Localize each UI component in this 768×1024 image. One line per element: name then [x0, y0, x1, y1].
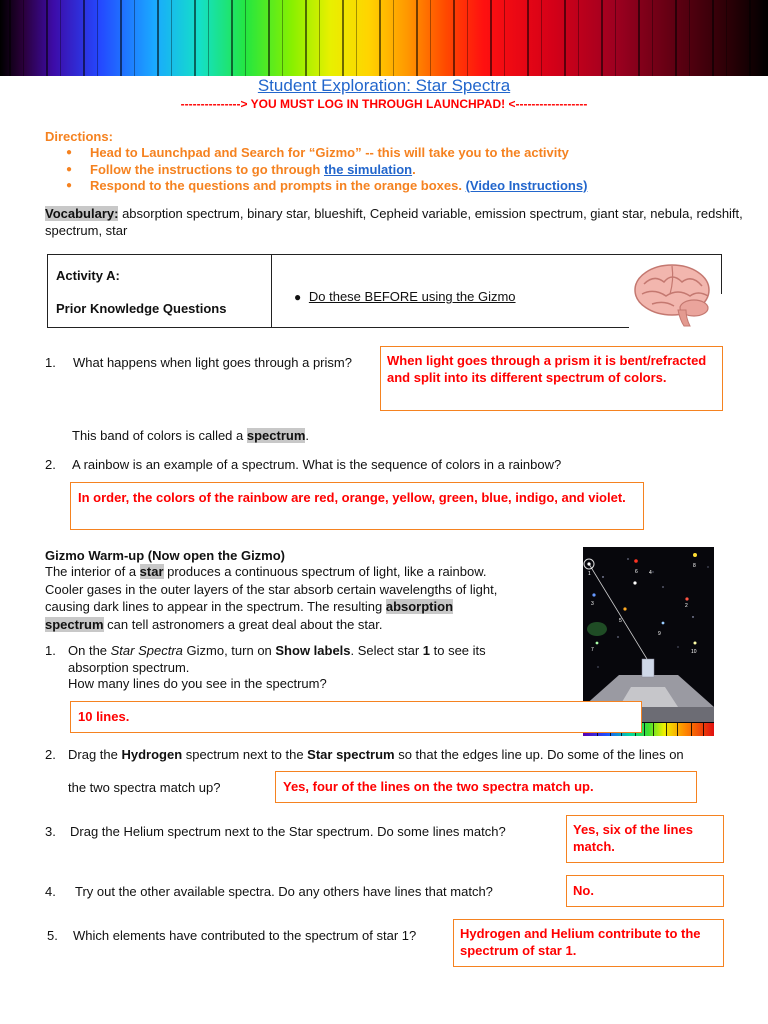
bullet-icon: ●	[66, 147, 73, 158]
bullet-icon: ●	[66, 180, 73, 191]
activity-label-cell	[47, 254, 272, 328]
answer-box[interactable]: 10 lines.	[70, 701, 642, 733]
answer-box[interactable]: Yes, six of the lines match.	[566, 815, 724, 863]
activity-instruction-text: Do these BEFORE using the Gizmo	[308, 289, 516, 304]
activity-label: Activity A:	[56, 268, 120, 283]
question-text	[68, 746, 684, 763]
band-statement	[72, 427, 309, 444]
brain-icon	[632, 260, 716, 328]
q-strong: Show labels	[275, 643, 351, 658]
directions-heading: Directions:	[45, 129, 113, 144]
answer-box[interactable]: Yes, four of the lines on the two spectra match up.	[275, 771, 697, 803]
star-label: 7	[591, 647, 594, 653]
warmup-heading: Gizmo Warm-up (Now open the Gizmo)	[45, 548, 286, 563]
direction-text: Head to Launchpad and Search for “Gizmo” -- this will take you to the activity	[90, 145, 569, 160]
video-instructions-link[interactable]: (Video Instructions)	[465, 178, 588, 193]
question-number: 2.	[45, 457, 56, 472]
q-text: . Select star	[350, 643, 423, 658]
q-strong: 1	[422, 643, 431, 658]
question-number: 1.	[45, 643, 56, 658]
question-text: Which elements have contributed to the spectrum of star 1?	[73, 928, 417, 943]
bullet-icon: ●	[294, 290, 302, 304]
q-text: to see its absorption spectrum.	[68, 643, 486, 675]
answer-box[interactable]: When light goes through a prism it is bent/refracted and split into its different spectrum of colors.	[380, 346, 723, 411]
page-title: Student Exploration: Star Spectra	[257, 76, 511, 95]
vocabulary	[45, 206, 745, 239]
q-strong: Star spectrum	[307, 747, 395, 762]
star-label: 4	[649, 570, 652, 576]
question-text: Drag the Helium spectrum next to the Star spectrum. Do some lines match?	[70, 824, 506, 839]
warmup-paragraph	[45, 563, 515, 633]
question-number: 4.	[45, 884, 56, 899]
answer-box[interactable]: No.	[566, 875, 724, 907]
vocabulary-terms: absorption spectrum, binary star, blueshift, Cepheid variable, emission spectrum, giant star, nebula, redshift, spectrum, star	[45, 206, 743, 238]
question-text: A rainbow is an example of a spectrum. What is the sequence of colors in a rainbow?	[72, 457, 562, 472]
star-label: 2	[685, 603, 688, 609]
direction-item	[66, 162, 746, 179]
question-text: Try out the other available spectra. Do any others have lines that match?	[75, 884, 493, 899]
answer-box[interactable]: Hydrogen and Helium contribute to the spectrum of star 1.	[453, 919, 724, 967]
table-border	[271, 254, 722, 255]
warmup-text: can tell astronomers a great deal about the star.	[103, 616, 383, 632]
question-number: 3.	[45, 824, 56, 839]
warmup-term-star: star	[139, 564, 164, 579]
direction-text: .	[412, 161, 416, 177]
question-text: the two spectra match up?	[68, 780, 221, 795]
login-notice: ---------------> YOU MUST LOG IN THROUGH LAUNCHPAD! <------------------	[180, 97, 588, 111]
star-label: 8	[693, 563, 696, 569]
q-text: On the	[68, 643, 111, 658]
question-number: 1.	[45, 355, 56, 370]
warmup-text: produces a continuous spectrum of light, like a rainbow. Cooler gases in the outer layers of the star absorb certain wavelengths of light, causing dark lines to appear in the spectrum. The resulting	[45, 564, 498, 614]
star-label: 6	[635, 569, 638, 575]
warmup-term-absorption: absorption	[385, 599, 454, 614]
q-text: Drag the	[68, 747, 122, 762]
q-emphasis: Star Spectra	[110, 643, 183, 658]
star-label: 10	[691, 649, 697, 655]
q-strong: Hydrogen	[121, 747, 183, 762]
warmup-text: The interior of a	[45, 564, 140, 579]
question-number: 5.	[47, 928, 58, 943]
directions-list	[66, 145, 746, 195]
warmup-term-spectrum: spectrum	[45, 616, 104, 632]
direction-item	[66, 178, 746, 195]
activity-instruction	[294, 288, 516, 306]
table-border	[271, 327, 629, 328]
question-number: 2.	[45, 747, 56, 762]
bullet-icon: ●	[66, 163, 73, 175]
simulation-link[interactable]: the simulation	[323, 161, 413, 177]
band-text: .	[305, 428, 310, 443]
activity-subtitle: Prior Knowledge Questions	[56, 301, 227, 316]
direction-text: Respond to the questions and prompts in the orange boxes.	[90, 178, 466, 193]
question-text	[68, 642, 538, 676]
band-text: This band of colors is called a	[72, 428, 247, 443]
band-term: spectrum	[246, 428, 306, 443]
q-text: spectrum next to the	[182, 747, 308, 762]
spectrum-banner-image	[0, 0, 768, 76]
star-label: 3	[591, 601, 594, 607]
star-label: 1	[588, 571, 591, 577]
question-text: What happens when light goes through a prism?	[73, 355, 352, 370]
star-label: 9	[658, 631, 661, 637]
direction-text: Follow the instructions to go through	[90, 161, 324, 177]
answer-box[interactable]: In order, the colors of the rainbow are red, orange, yellow, green, blue, indigo, and violet.	[70, 482, 644, 530]
star-label: 5	[619, 618, 622, 624]
direction-item	[66, 145, 746, 162]
vocabulary-label: Vocabulary:	[45, 206, 119, 221]
table-border	[721, 254, 722, 294]
question-text: How many lines do you see in the spectrum?	[68, 676, 327, 691]
q-text: so that the edges line up. Do some of the lines on	[394, 747, 684, 762]
q-text: Gizmo, turn on	[182, 643, 276, 658]
